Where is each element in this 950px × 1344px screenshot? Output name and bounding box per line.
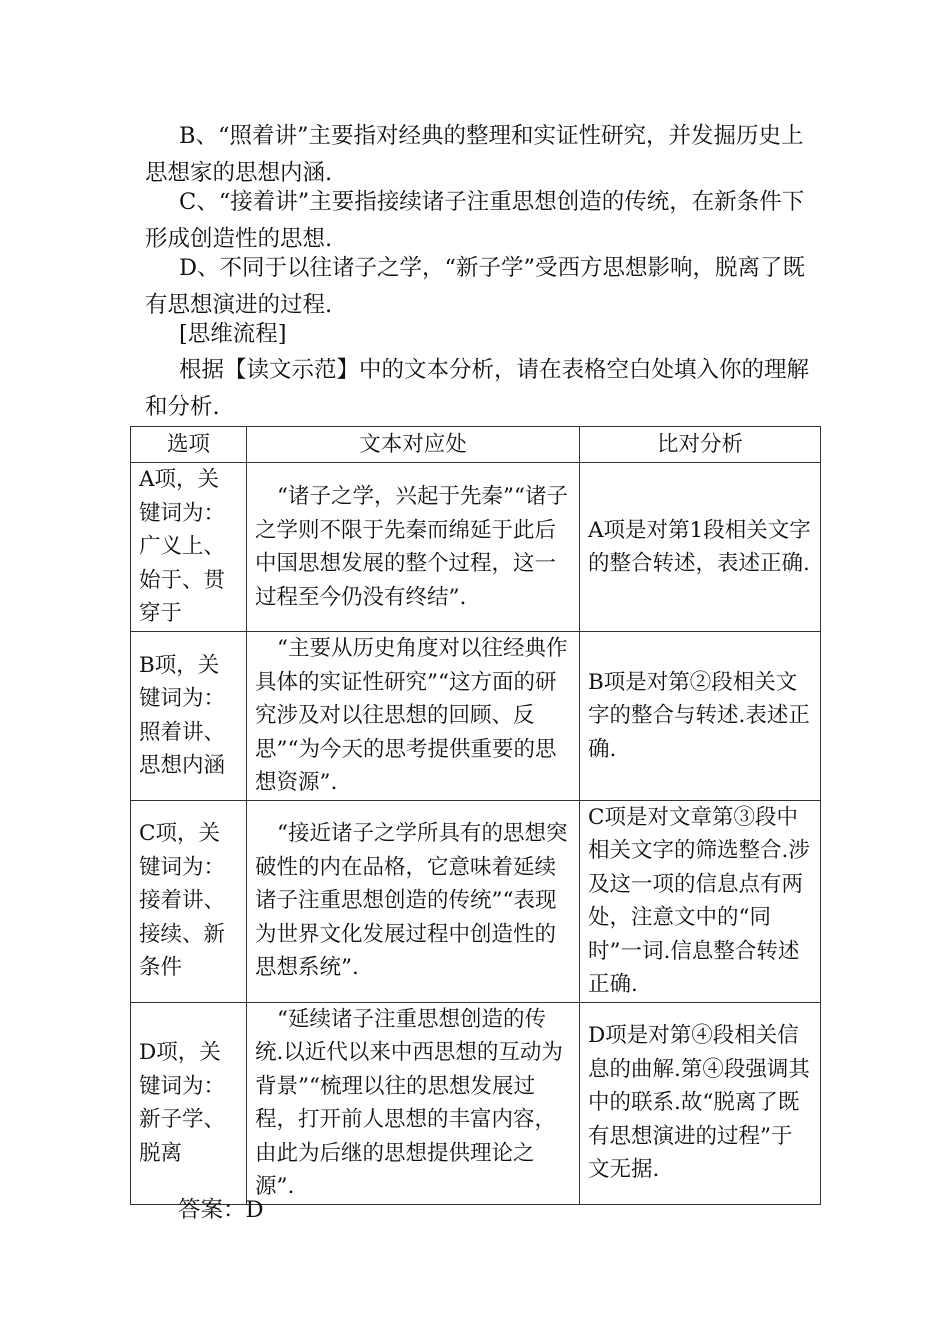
- instruction-paragraph: 根据【读文示范】中的文本分析，请在表格空白处填入你的理解和分析.: [145, 357, 810, 420]
- header-analysis: 比对分析: [580, 427, 821, 463]
- table-row: [131, 1002, 821, 1204]
- row-keyword-cell: B项，关键词为：照着讲、思想内涵: [131, 632, 247, 801]
- header-text-location: 文本对应处: [247, 427, 580, 463]
- row-text-cell: “延续诸子注重思想创造的传统.以近代以来中西思想的互动为背景”“梳理以往的思想发展过程，打开前人思想的丰富内容，由此为后继的思想提供理论之源”.: [247, 1002, 580, 1204]
- row-text-cell: “接近诸子之学所具有的思想突破性的内在品格，它意味着延续诸子注重思想创造的传统”“表现为世界文化发展过程中创造性的思想系统”.: [247, 800, 580, 1002]
- analysis-table: [130, 426, 821, 1205]
- table-row: [131, 632, 821, 801]
- option-d-paragraph: D、不同于以往诸子之学，“新子学”受西方思想影响，脱离了既有思想演进的过程.: [145, 255, 806, 318]
- row-keyword-cell: C项，关键词为：接着讲、接续、新条件: [131, 800, 247, 1002]
- row-text-cell: “主要从历史角度对以往经典作具体的实证性研究”“这方面的研究涉及对以往思想的回顾、反思”“为今天的思考提供重要的思想资源”.: [247, 632, 580, 801]
- answer-line: 答案：D: [178, 1197, 264, 1223]
- row-analysis-cell: A项是对第1段相关文字的整合转述，表述正确.: [580, 463, 821, 632]
- option-c-paragraph: C、“接着讲”主要指接续诸子注重思想创造的传统，在新条件下形成创造性的思想.: [145, 189, 805, 252]
- header-option: 选项: [131, 427, 247, 463]
- table-row: [131, 463, 821, 632]
- table-row: [131, 800, 821, 1002]
- row-keyword-cell: A项，关键词为：广义上、始于、贯穿于: [131, 463, 247, 632]
- option-b-paragraph: B、“照着讲”主要指对经典的整理和实证性研究，并发掘历史上思想家的思想内涵.: [145, 123, 804, 186]
- row-analysis-cell: B项是对第②段相关文字的整合与转述.表述正确.: [580, 632, 821, 801]
- row-analysis-cell: D项是对第④段相关信息的曲解.第④段强调其中的联系.故“脱离了既有思想演进的过程”于文无据.: [580, 1002, 821, 1204]
- row-analysis-cell: C项是对文章第③段中相关文字的筛选整合.涉及这一项的信息点有两处，注意文中的“同时”一词.信息整合转述正确.: [580, 800, 821, 1002]
- row-text-cell: “诸子之学，兴起于先秦”“诸子之学则不限于先秦而绵延于此后中国思想发展的整个过程，这一过程至今仍没有终结”.: [247, 463, 580, 632]
- table-header-row: [131, 427, 821, 463]
- row-keyword-cell: D项，关键词为：新子学、脱离: [131, 1002, 247, 1204]
- section-title: [思维流程]: [179, 321, 287, 347]
